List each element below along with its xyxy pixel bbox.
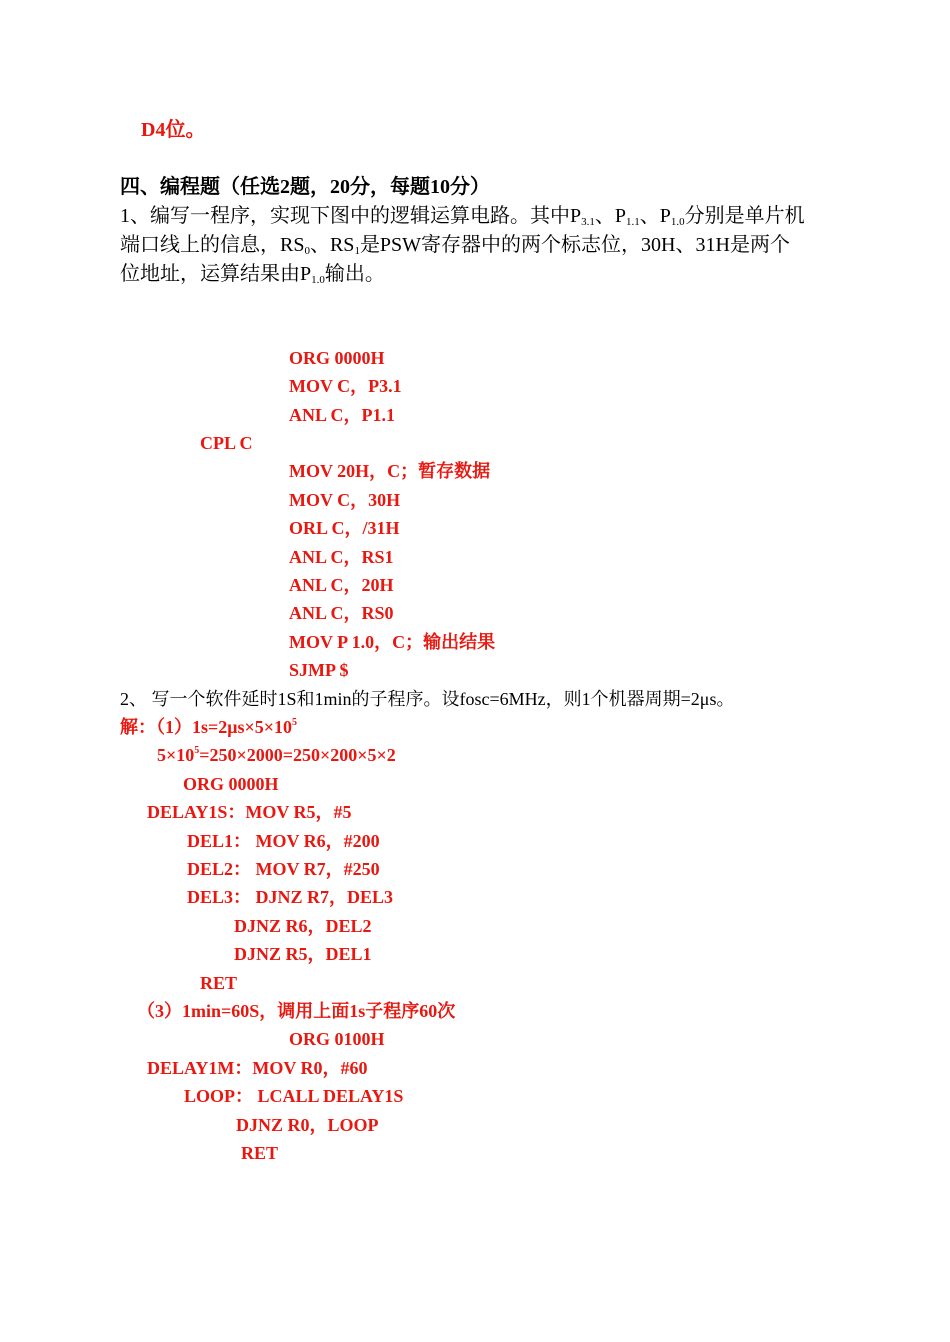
- solution-calc: $5\times 10^5=250\times 2000=250\times 200\times 5\times 2$: [157, 745, 396, 765]
- section-heading: 四、编程题（任选2题，20分，每题10分）: [120, 176, 490, 198]
- code1-line: MOV P 1.0，C；输出结果: [289, 632, 496, 652]
- code1-line: ORL C，/31H: [289, 518, 400, 538]
- q1-line-1: 1、编写一程序，实现下图中的逻辑运算电路。其中$P_{3.1}$、$P_{1.1}$、$P_{1.0}$分别是单片机: [120, 205, 805, 228]
- code3-line: RET: [241, 1143, 279, 1163]
- code1-line: MOV C，30H: [289, 490, 401, 510]
- code1-line: ORG 0000H: [289, 348, 385, 368]
- code3-line: DELAY1M：MOV R0，#60: [147, 1058, 368, 1078]
- code2-line: DJNZ R6，DEL2: [234, 916, 372, 936]
- q1-line-2: 端口线上的信息，$RS_0$、$RS_1$是PSW寄存器中的两个标志位，30H、31H是两个: [120, 234, 790, 257]
- code2-line: RET: [200, 973, 238, 993]
- code1-line: ANL C，RS1: [289, 547, 394, 567]
- code1-line: MOV 20H，C；暂存数据: [289, 461, 491, 481]
- code2-line: ORG 0000H: [183, 774, 279, 794]
- code2-line: DEL3： DJNZ R7，DEL3: [187, 887, 394, 907]
- code2-line: DELAY1S：MOV R5，#5: [147, 802, 352, 822]
- solution-label: 解：$(1)1s=2\mu s\times 5\times 10^5$: [120, 717, 297, 737]
- code2-line: DEL2： MOV R7，#250: [187, 859, 380, 879]
- solution-part3: （3）1min=60S，调用上面1s子程序60次: [137, 1001, 456, 1021]
- q2-text: 2、 写一个软件延时1S和1min的子程序。设fosc=6MHz，则1个机器周期=2μs。: [120, 689, 735, 709]
- code1-line: ANL C，P1.1: [289, 405, 396, 425]
- q1-line-3: 位地址，运算结果由$P_{1.0}$输出。: [120, 263, 385, 286]
- code1-line: ANL C，20H: [289, 575, 394, 595]
- code1-line: SJMP $: [289, 660, 349, 680]
- code2-line: DEL1： MOV R6，#200: [187, 831, 380, 851]
- code1-line: MOV C，P3.1: [289, 376, 402, 396]
- code2-line: DJNZ R5，DEL1: [234, 944, 372, 964]
- code3-line: DJNZ R0，LOOP: [236, 1115, 379, 1135]
- code1-line: ANL C，RS0: [289, 603, 394, 623]
- code1-line: CPL C: [200, 433, 253, 453]
- code3-line: LOOP： LCALL DELAY1S: [184, 1086, 404, 1106]
- code3-line: ORG 0100H: [289, 1029, 385, 1049]
- top-note: D4位。: [141, 119, 206, 141]
